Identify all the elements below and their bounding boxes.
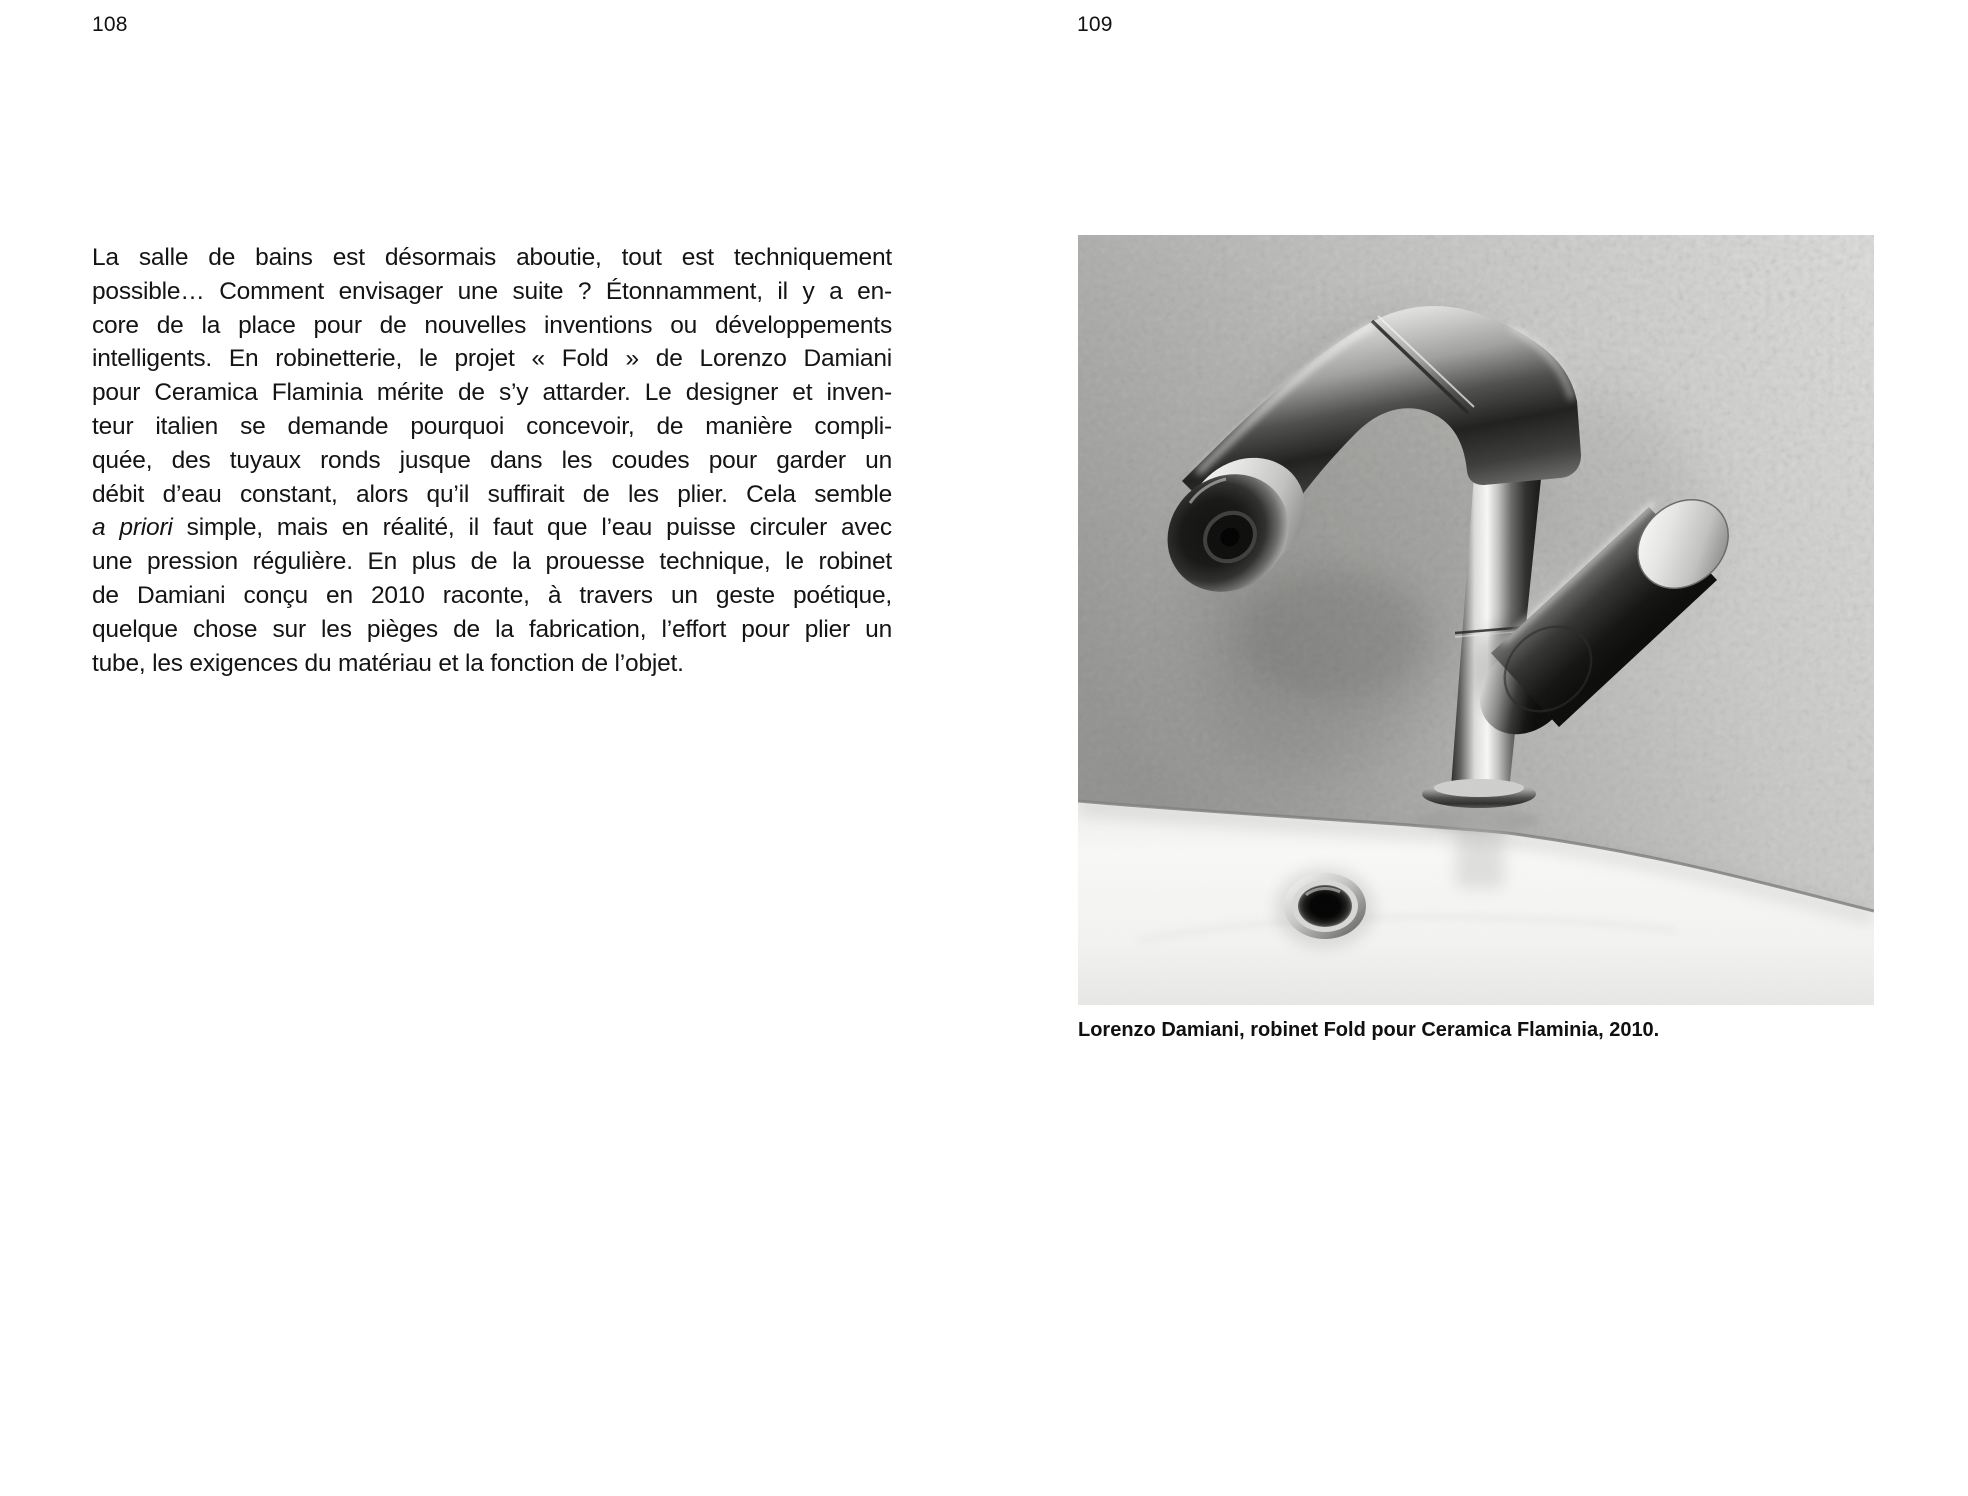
page-number-left: 108: [92, 13, 128, 36]
page-number-right: 109: [1077, 13, 1113, 36]
text-line: La salle de bains est désormais aboutie, tout est techniquement: [92, 244, 892, 271]
figure-caption: Lorenzo Damiani, robinet Fold pour Ceramica Flaminia, 2010.: [1078, 1019, 1660, 1041]
text-line: possible… Comment envisager une suite ? Étonnamment, il y a en-: [92, 277, 892, 305]
text-line: intelligents. En robinetterie, le projet « Fold » de Lorenzo Damiani: [92, 345, 892, 373]
faucet-photo-art: [1078, 235, 1874, 1005]
text-line: quée, des tuyaux ronds jusque dans les coudes pour garder un: [92, 446, 892, 474]
faucet-photo: [1078, 235, 1874, 1005]
text-line: quelque chose sur les pièges de la fabrication, l’effort pour plier un: [92, 615, 892, 643]
paragraph-text: [92, 241, 892, 680]
text-line: débit d’eau constant, alors qu’il suffirait de les plier. Cela semble: [92, 480, 892, 508]
text-line: une pression régulière. En plus de la prouesse technique, le robinet: [92, 548, 892, 576]
text-line: pour Ceramica Flaminia mérite de s’y attarder. Le designer et inven-: [92, 379, 892, 407]
text-line: de Damiani conçu en 2010 raconte, à travers un geste poétique,: [92, 581, 892, 609]
text-line: tube, les exigences du matériau et la fonction de l’objet.: [92, 649, 684, 677]
text-line: teur italien se demande pourquoi concevoir, de manière compli-: [92, 412, 892, 440]
text-line: core de la place pour de nouvelles inventions ou développements: [92, 311, 892, 339]
text-line: a priori simple, mais en réalité, il faut que l’eau puisse circuler avec: [92, 514, 892, 542]
